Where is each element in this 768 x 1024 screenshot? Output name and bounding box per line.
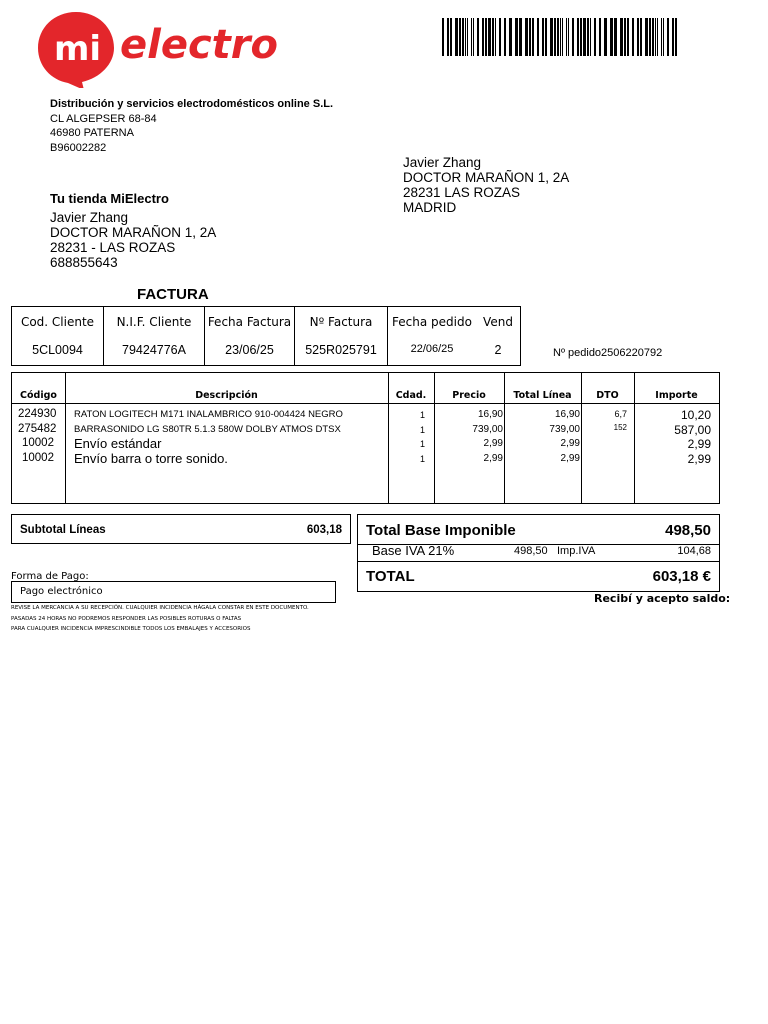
invoice-title: FACTURA [137,286,209,303]
cod-cliente-label: Cod. Cliente [20,315,95,329]
row-cdad: 1 [419,410,425,420]
fecha-factura-value: 23/06/25 [225,343,274,357]
row-codigo: 224930 [18,408,57,420]
row-descripcion: BARRASONIDO LG S80TR 5.1.3 580W DOLBY ATMOS DTSX [74,424,341,435]
payment-box [11,581,336,603]
subtotal-label: Subtotal Líneas [20,524,106,536]
row-descripcion: Envío barra o torre sonido. [74,451,228,466]
logo-mi-text: mi [54,29,102,69]
row-precio: 16,90 [477,409,503,420]
imp-iva-label: Imp.IVA [557,545,596,557]
total-box [357,561,720,592]
nif-label: N.I.F. Cliente [116,315,192,329]
cod-cliente-value: 5CL0094 [32,343,83,357]
row-cdad: 1 [419,454,425,464]
row-codigo: 10002 [22,437,54,449]
recibi-text: Recibí y acepto saldo: [594,592,731,605]
row-precio: 739,00 [472,424,503,435]
row-precio: 2,99 [483,453,503,464]
row-importe: 10,20 [680,408,711,422]
subtotal-value: 603,18 [306,524,342,536]
note-line: REVISE LA MERCANCIA A SU RECEPCIÓN. CUALQUIER INCIDENCIA HÁGALA CONSTAR EN ESTE DOCUMENTO. [11,605,309,611]
total-label: TOTAL [366,568,415,585]
row-total-linea: 16,90 [554,409,580,420]
store-street: DOCTOR MARAÑON 1, 2A [50,225,217,240]
table-row [12,452,719,467]
company-street: CL ALGEPSER 68-84 [50,112,157,125]
row-descripcion: RATON LOGITECH M171 INALAMBRICO 910-004424 NEGRO [74,409,343,420]
recipient-city: 28231 LAS ROZAS [403,185,521,200]
row-importe: 2,99 [687,437,711,451]
logo-electro-text: electro [120,22,279,68]
row-importe: 587,00 [674,423,711,437]
invoice-lines-table [11,372,720,504]
row-codigo: 10002 [22,452,54,464]
nif-value: 79424776A [122,343,186,357]
col-vend [476,307,520,365]
th-descripcion: Descripción [195,390,258,401]
recipient-street: DOCTOR MARAÑON 1, 2A [403,170,570,185]
order-number: Nº pedido2506220792 [553,347,663,359]
barcode [440,18,680,56]
vend-label: Vend [483,315,513,329]
mielectro-logo [36,8,296,88]
invoice-header-table [11,306,521,366]
imp-iva-value: 104,68 [677,545,711,557]
note-line: PARA CUALQUIER INCIDENCIA IMPRESCINDIBLE TODOS LOS EMBALAJES Y ACCESORIOS [11,626,251,632]
row-dto: 152 [613,423,627,432]
base-imponible-box [357,514,720,545]
company-cif: B96002282 [50,141,107,154]
col-n-factura [295,307,388,365]
row-importe: 2,99 [687,452,711,466]
th-total-linea: Total Línea [513,390,572,401]
th-dto: DTO [596,390,619,401]
row-cdad: 1 [419,439,425,449]
table-row [12,437,719,452]
iva-row [357,543,720,561]
note-line: PASADAS 24 HORAS NO PODREMOS RESPONDER LAS POSIBLES ROTURAS O FALTAS [11,615,242,622]
th-cdad: Cdad. [395,390,427,401]
row-total-linea: 739,00 [549,424,580,435]
company-info [50,97,333,155]
n-factura-label: Nº Factura [309,315,373,329]
row-total-linea: 2,99 [560,453,580,464]
recipient-province: MADRID [403,200,457,215]
fecha-pedido-value: 22/06/25 [410,343,454,355]
fecha-factura-label: Fecha Factura [207,315,292,329]
base-imponible-value: 498,50 [665,522,711,539]
row-cdad: 1 [419,425,425,435]
iva-base: 498,50 [514,545,548,557]
recipient-name: Javier Zhang [403,155,482,170]
payment-value: Pago electrónico [20,586,103,597]
subtotal-box [11,514,351,544]
store-city: 28231 - LAS ROZAS [50,240,176,255]
base-imponible-label: Total Base Imponible [366,522,516,539]
n-factura-value: 525R025791 [305,343,377,357]
col-fecha-factura [205,307,295,365]
company-city: 46980 PATERNA [50,127,134,139]
th-importe: Importe [655,390,698,401]
store-info [50,191,216,270]
payment-label: Forma de Pago: [11,571,89,582]
col-cod-cliente [12,307,104,365]
row-descripcion: Envío estándar [74,436,162,451]
col-nif [104,307,205,365]
row-dto: 6,7 [614,409,627,419]
col-fecha-pedido [388,307,476,365]
row-codigo: 275482 [18,423,57,435]
table-row [12,408,719,423]
total-value: 603,18 € [652,568,711,585]
row-total-linea: 2,99 [560,438,580,449]
row-precio: 2,99 [483,438,503,449]
store-name: Javier Zhang [50,210,129,225]
th-codigo: Código [20,390,57,401]
notes [11,603,309,635]
store-title: Tu tienda MiElectro [50,191,169,206]
vend-value: 2 [494,343,502,357]
header-divider [12,403,719,404]
recipient-address [403,155,569,215]
iva-label: Base IVA 21% [372,543,455,558]
company-name: Distribución y servicios electrodomésticos online S.L. [50,98,334,110]
th-precio: Precio [452,390,486,401]
store-phone: 688855643 [50,255,118,270]
fecha-pedido-label: Fecha pedido [392,315,472,329]
